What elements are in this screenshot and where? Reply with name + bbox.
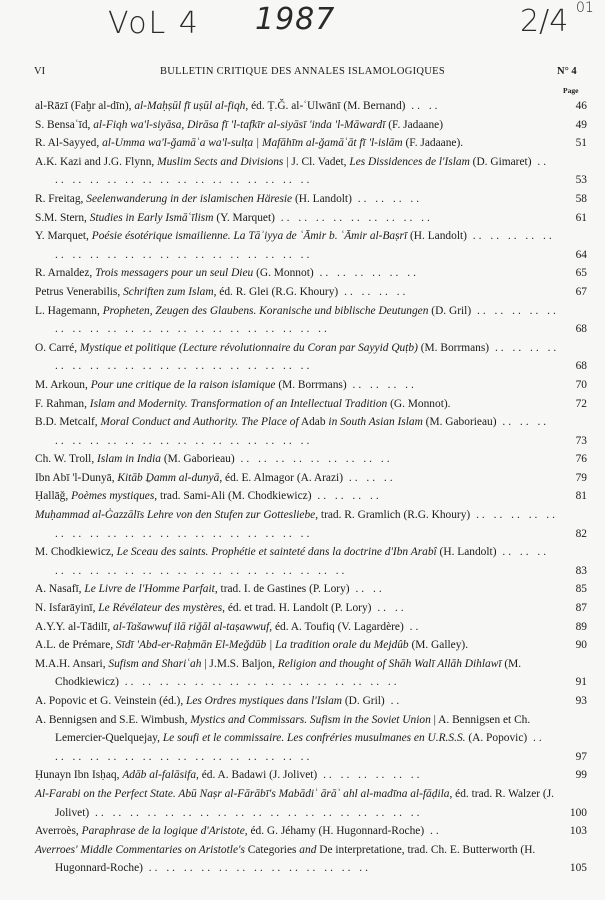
toc-entry: A. Bennigsen and S.E. Wimbush, Mystics and Commissars. Sufism in the Soviet Union | A. Bennigsen et Ch. Lemercier-Quelquejay, Le soufi et le commissaire. Les confréries musulmanes en U.R.S.S. (A. Popovic) .. .. .. .. .. .. .. .. .. .. .. .. .. .. .. .. 97 bbox=[35, 713, 587, 763]
entry-leader-dots: .. .. .. .. .. .. .. .. .. .. .. .. .. .. .. .. .. .. bbox=[55, 416, 550, 447]
entry-details-part2: (M. Chodkiewicz) bbox=[55, 657, 522, 689]
toc-entry: al-Rāzī (Faḫr al-dīn), al-Maḥṣūl fī uṣūl al-fiqh, éd. Ṭ.Ǧ. al-ʿUlwānī (M. Bernand) .. .. 46 bbox=[35, 100, 587, 112]
entry-title: Mystics and Commissars. Sufism in the Soviet Union bbox=[190, 713, 431, 726]
toc-entry: S. Bensaʿīd, al-Fiqh wa'l-siyāsa, Dirāsa fī 'l-tafkīr al-siyāsī 'inda 'l-Māwardī (F. Jadaane) 49 bbox=[35, 118, 587, 131]
toc-entry: A.L. de Prémare, Sīdī 'Abd-er-Raḥmān El-Meǧdūb | La tradition orale du Mejdûb (M. Galley). 90 bbox=[35, 639, 587, 652]
toc-entry: Y. Marquet, Poésie ésotérique ismailienne. La Tāʾiyya de ʿĀmir b. ʿĀmir al-Baṣrī (H. Landolt) .. .. .. .. .. .. .. .. .. .. .. .. .. .. .. .. .. .. .. .. 64 bbox=[35, 230, 587, 261]
entry-title: al-Umma wa'l-ǧamāʿa wa'l-sulṭa | Mafāhīm al-ǧamāʿāt fī 'l-islām bbox=[102, 137, 403, 150]
entry-leader-dots: .. .. .. .. .. .. .. .. .. .. .. .. .. .. .. .. .. .. .. bbox=[89, 806, 423, 819]
entry-leader-dots: .. .. .. .. bbox=[311, 490, 382, 503]
entry-title: Poésie ésotérique ismailienne. La Tāʾiyya de ʿĀmir b. ʿĀmir al-Baṣrī bbox=[91, 230, 408, 243]
entry-author: M. Arkoun, bbox=[35, 378, 91, 391]
entry-details: Categories bbox=[244, 843, 300, 856]
entry-details: (M. Borrmans) bbox=[275, 378, 347, 391]
entry-leader-dots: .. .. .. .. .. .. .. .. .. .. .. .. .. .. .. .. bbox=[118, 676, 400, 689]
entry-details-part2: (D. Gimaret) bbox=[469, 155, 532, 168]
entry-title: Sufism and Shariʿah bbox=[108, 657, 202, 670]
entry-details: | J.M.S. Baljon, bbox=[201, 657, 278, 670]
entry-title-part2: Les Dissidences de l'Islam bbox=[349, 155, 470, 168]
entry-title: Muslim Sects and Divisions bbox=[157, 155, 284, 168]
entry-title: Kitāb Ḏamm al-dunyā bbox=[117, 471, 220, 484]
entry-author: al-Rāzī (Faḫr al-dīn), bbox=[35, 100, 135, 112]
running-header bbox=[0, 66, 605, 82]
entry-leader-dots: .. .. .. .. .. .. bbox=[317, 769, 423, 782]
toc-entry: Muḥammad al-Ġazzālīs Lehre von den Stufen zur Gottesliebe, trad. R. Gramlich (R.G. Khoury) .. .. .. .. .. .. .. .. .. .. .. .. .. .. .. .. .. .. .. .. 82 bbox=[35, 509, 587, 540]
entry-leader-dots: .. .. .. .. .. .. .. .. .. .. .. .. .. bbox=[142, 862, 371, 875]
entry-leader-dots: .. bbox=[424, 825, 442, 838]
entry-details: , éd. Ṭ.Ǧ. al-ʿUlwānī (M. Bernand) bbox=[245, 100, 406, 112]
entry-author: Ibn Abī 'l-Dunyā, bbox=[35, 471, 118, 484]
entry-author: M. Chodkiewicz, bbox=[35, 546, 117, 559]
entry-details: (H. Landolt) bbox=[292, 192, 352, 205]
entry-title: al-Tašawwuf ilā riǧāl al-taṣawwuf bbox=[113, 620, 270, 633]
entry-details: (G. Monnot) bbox=[253, 267, 314, 280]
entry-leader-dots: .. .. .. bbox=[343, 471, 396, 484]
entry-details: (M. Gaborieau) bbox=[160, 453, 235, 466]
entry-author: Ch. W. Troll, bbox=[35, 453, 98, 466]
entry-title-part2: Religion and thought of Shāh Walī Allāh Dihlawī bbox=[277, 657, 502, 670]
entry-title: Adāb al-falāsifa bbox=[122, 769, 197, 782]
entry-author: Ḥunayn Ibn Isḥaq, bbox=[35, 769, 123, 782]
entry-leader-dots: .. .. .. .. .. .. .. .. .. bbox=[234, 453, 393, 466]
entry-author: B.D. Metcalf, bbox=[35, 416, 101, 429]
entry-title: Averroes' Middle Commentaries on Aristotle's bbox=[35, 843, 245, 856]
issue-number: N° 4 bbox=[557, 66, 577, 77]
entry-title: Les Ordres mystiques dans l'Islam bbox=[186, 695, 343, 707]
handwritten-corner-mark: 01 bbox=[576, 0, 594, 16]
table-of-contents bbox=[35, 97, 591, 878]
handwritten-fraction: 2/4 bbox=[520, 4, 569, 39]
entry-details: | J. Cl. Vadet, bbox=[283, 155, 350, 168]
toc-entry: L. Hagemann, Propheten, Zeugen des Glaubens. Koranische und biblische Deutungen (D. Gril) .. .. .. .. .. .. .. .. .. .. .. .. .. .. .. .. .. .. .. .. .. 68 bbox=[35, 304, 587, 336]
entry-leader-dots: .. .. .. .. bbox=[351, 192, 423, 205]
entry-leader-dots: .. .. .. .. bbox=[346, 378, 417, 391]
entry-title: Le Livre de l'Homme Parfait bbox=[84, 583, 215, 596]
entry-author: F. Rahman, bbox=[35, 397, 90, 410]
toc-entry: Averroès, Paraphrase de la logique d'Aristote, éd. G. Jéhamy (H. Hugonnard-Roche) .. 103 bbox=[35, 825, 587, 838]
entry-author: R. Al-Sayyed, bbox=[35, 137, 103, 150]
entry-author: Averroès, bbox=[35, 825, 82, 838]
entry-leader-dots: .. .. .. .. .. .. .. .. .. .. .. .. .. .. .. .. .. .. .. .. bbox=[55, 546, 550, 577]
entry-title: Sīdī 'Abd-er-Raḥmān El-Meǧdūb | La tradition orale du Mejdûb bbox=[115, 639, 409, 652]
entry-author: A. Nasafī, bbox=[35, 583, 85, 596]
entry-details: (D. Gril) bbox=[342, 695, 385, 707]
entry-details: (F. Jadaane). bbox=[402, 137, 464, 150]
entry-leader-dots: .. .. bbox=[349, 583, 385, 596]
entry-title: Schriften zum Islam bbox=[123, 285, 214, 298]
handwritten-year: 1987 bbox=[255, 2, 336, 37]
entry-author: A.L. de Prémare, bbox=[35, 639, 116, 652]
entry-details-part2: (M. Gaborieau) bbox=[422, 416, 497, 429]
toc-entry: O. Carré, Mystique et politique (Lecture révolutionnaire du Coran par Sayyid Quṭb) (M. Borrmans) .. .. .. .. .. .. .. .. .. .. .. .. .. .. .. .. .. .. .. 68 bbox=[35, 341, 587, 373]
toc-entry: S.M. Stern, Studies in Early Ismāʿīlism (Y. Marquet) .. .. .. .. .. .. .. .. .. 61 bbox=[35, 211, 587, 224]
entry-author: Petrus Venerabilis, bbox=[35, 285, 124, 298]
toc-entry: Ḥunayn Ibn Isḥaq, Adāb al-falāsifa, éd. A. Badawi (J. Jolivet) .. .. .. .. .. .. 99 bbox=[35, 769, 587, 782]
entry-leader-dots: .. .. bbox=[405, 100, 441, 112]
entry-title: al-Maḥṣūl fī uṣūl al-fiqh bbox=[134, 100, 246, 112]
entry-leader-dots: .. .. .. .. .. .. .. .. .. .. .. .. .. .. .. .. .. .. .. .. .. bbox=[55, 304, 559, 336]
toc-entry: R. Freitag, Seelenwanderung in der islamischen Häresie (H. Landolt) .. .. .. .. 58 bbox=[35, 192, 587, 205]
entry-title: Trois messagers pour un seul Dieu bbox=[95, 267, 254, 280]
entry-author: A. Bennigsen and S.E. Wimbush, bbox=[35, 713, 191, 726]
journal-title: BULLETIN CRITIQUE DES ANNALES ISLAMOLOGIQUES bbox=[159, 66, 445, 77]
entry-title: al-Fiqh wa'l-siyāsa, Dirāsa fī 'l-tafkīr al-siyāsī 'inda 'l-Māwardī bbox=[93, 118, 386, 131]
entry-author: A.K. Kazi and J.G. Flynn, bbox=[35, 155, 158, 168]
toc-entry: Petrus Venerabilis, Schriften zum Islam, éd. R. Glei (R.G. Khoury) .. .. .. .. 67 bbox=[35, 285, 587, 298]
entry-details: (G. Monnot). bbox=[387, 397, 451, 410]
entry-details-part2: (A. Popovic) bbox=[465, 732, 528, 745]
entry-details: (F. Jadaane) bbox=[385, 118, 444, 131]
entry-details: Adab bbox=[298, 416, 329, 429]
entry-details: (M. Galley). bbox=[408, 639, 469, 652]
entry-details: , éd. A. Badawi (J. Jolivet) bbox=[196, 769, 318, 782]
toc-entry: A.K. Kazi and J.G. Flynn, Muslim Sects and Divisions | J. Cl. Vadet, Les Dissidences de l'Islam (D. Gimaret) .. .. .. .. .. .. .. .. .. .. .. .. .. .. .. .. 53 bbox=[35, 155, 587, 187]
toc-entry: M. Chodkiewicz, Le Sceau des saints. Prophétie et sainteté dans la doctrine d'Ibn Arabî (H. Landolt) .. .. .. .. .. .. .. .. .. .. .. .. .. .. .. .. .. .. .. .. 83 bbox=[35, 546, 587, 577]
entry-author: A.Y.Y. al-Tādilī, bbox=[35, 620, 114, 633]
toc-entry: R. Arnaldez, Trois messagers pour un seul Dieu (G. Monnot) .. .. .. .. .. .. 65 bbox=[35, 267, 587, 280]
page-column-label: Page bbox=[563, 86, 579, 95]
entry-title: Studies in Early Ismāʿīlism bbox=[89, 211, 214, 224]
toc-entry: A.Y.Y. al-Tādilī, al-Tašawwuf ilā riǧāl al-taṣawwuf, éd. A. Toufiq (V. Lagardère) .. 89 bbox=[35, 620, 587, 633]
entry-leader-dots: .. .. .. .. .. .. .. .. .. .. .. .. .. .. .. .. bbox=[55, 732, 545, 763]
entry-leader-dots: .. .. .. .. .. .. .. .. .. bbox=[274, 211, 433, 224]
entry-author: R. Freitag, bbox=[35, 192, 87, 205]
entry-details: , éd. G. Jéhamy (H. Hugonnard-Roche) bbox=[244, 825, 425, 838]
entry-author: Ḥallāǧ, bbox=[35, 490, 72, 503]
handwritten-volume: VoL 4 bbox=[108, 6, 200, 41]
entry-details: , éd. R. Glei (R.G. Khoury) bbox=[213, 285, 339, 298]
entry-details: | A. Bennigsen et Ch. Lemercier-Quelquejay, bbox=[55, 713, 531, 745]
entry-title: Islam and Modernity. Transformation of an Intellectual Tradition bbox=[89, 397, 388, 410]
entry-title-part2: and bbox=[299, 843, 317, 856]
toc-entry: M. Arkoun, Pour une critique de la raison islamique (M. Borrmans) .. .. .. .. 70 bbox=[35, 378, 587, 391]
entry-details: , trad. Sami-Ali (M. Chodkiewicz) bbox=[154, 490, 312, 503]
toc-entry: Averroes' Middle Commentaries on Aristotle's Categories and De interpretatione, trad. Ch. E. Butterworth (H. Hugonnard-Roche) .. .. .. .. .. .. .. .. .. .. .. .. .. 105 bbox=[35, 843, 587, 875]
entry-title: Mystique et politique (Lecture révolutionnaire du Coran par Sayyid Quṭb) bbox=[79, 341, 418, 354]
toc-entry: Al-Farabi on the Perfect State. Abū Naṣr al-Fārābī's Mabādiʾ ārāʾ ahl al-madīna al-fāḍila, éd. trad. R. Walzer (J. Jolivet) .. .. .. .. .. .. .. .. .. .. .. .. .. .. .. .. .. .. .. 100 bbox=[35, 787, 587, 819]
entry-details: (Y. Marquet) bbox=[213, 211, 275, 224]
entry-leader-dots: .. .. .. .. .. .. bbox=[313, 267, 419, 280]
toc-entry: Ḥallāǧ, Poèmes mystiques, trad. Sami-Ali (M. Chodkiewicz) .. .. .. .. 81 bbox=[35, 490, 587, 503]
entry-author: A. Popovic et G. Veinstein (éd.), bbox=[35, 695, 187, 707]
entry-leader-dots: .. .. .. .. .. .. .. .. .. .. .. .. .. .. .. .. bbox=[55, 155, 550, 187]
toc-entry: A. Popovic et G. Veinstein (éd.), Les Ordres mystiques dans l'Islam (D. Gril) .. 93 bbox=[35, 695, 587, 707]
entry-details: , éd. E. Almagor (A. Arazi) bbox=[219, 471, 343, 484]
entry-author: S.M. Stern, bbox=[35, 211, 90, 224]
entry-title: Propheten, Zeugen des Glaubens. Koranische und biblische Deutungen bbox=[102, 304, 429, 317]
entry-title: Seelenwanderung in der islamischen Häresie bbox=[86, 192, 293, 205]
entry-title-part2: in South Asian Islam bbox=[328, 416, 423, 429]
toc-entry: M.A.H. Ansari, Sufism and Shariʿah | J.M.S. Baljon, Religion and thought of Shāh Walī Allāh Dihlawī (M. Chodkiewicz) .. .. .. .. .. .. .. .. .. .. .. .. .. .. .. .. 91 bbox=[35, 657, 587, 689]
entry-title: Paraphrase de la logique d'Aristote bbox=[81, 825, 245, 838]
entry-leader-dots: .. .. .. .. .. .. .. .. .. .. .. .. .. .. .. .. .. .. .. bbox=[55, 341, 560, 373]
toc-entry: Ibn Abī 'l-Dunyā, Kitāb Ḏamm al-dunyā, éd. E. Almagor (A. Arazi) .. .. .. 79 bbox=[35, 471, 587, 484]
entry-details: , trad. I. de Gastines (P. Lory) bbox=[214, 583, 350, 596]
entry-author: R. Arnaldez, bbox=[35, 267, 96, 280]
toc-entry: R. Al-Sayyed, al-Umma wa'l-ǧamāʿa wa'l-sulṭa | Mafāhīm al-ǧamāʿāt fī 'l-islām (F. Jadaane). 51 bbox=[35, 137, 587, 150]
entry-title: Le Sceau des saints. Prophétie et sainteté dans la doctrine d'Ibn Arabî bbox=[116, 546, 437, 559]
toc-entry: N. Isfarāyinī, Le Révélateur des mystères, éd. et trad. H. Landolt (P. Lory) .. .. 87 bbox=[35, 602, 587, 615]
entry-author: L. Hagemann, bbox=[35, 304, 103, 317]
toc-entry: B.D. Metcalf, Moral Conduct and Authority. The Place of Adab in South Asian Islam (M. Gaborieau) .. .. .. .. .. .. .. .. .. .. .. .. .. .. .. .. .. .. 73 bbox=[35, 416, 587, 447]
entry-author: N. Isfarāyinī, bbox=[35, 602, 99, 615]
entry-leader-dots: .. .. .. .. .. .. .. .. .. .. .. .. .. .. .. .. .. .. .. .. bbox=[55, 509, 558, 540]
entry-title: Poèmes mystiques bbox=[71, 490, 155, 503]
toc-entry: A. Nasafī, Le Livre de l'Homme Parfait, trad. I. de Gastines (P. Lory) .. .. 85 bbox=[35, 583, 587, 596]
entry-title: Le Révélateur des mystères bbox=[98, 602, 223, 615]
toc-entry: F. Rahman, Islam and Modernity. Transformation of an Intellectual Tradition (G. Monnot). 72 bbox=[35, 397, 587, 410]
page-roman-numeral: VI bbox=[34, 66, 46, 77]
toc-entry: Ch. W. Troll, Islam in India (M. Gaborieau) .. .. .. .. .. .. .. .. .. 76 bbox=[35, 453, 587, 466]
entry-title: Pour une critique de la raison islamique bbox=[90, 378, 276, 391]
entry-title: Islam in India bbox=[97, 453, 161, 466]
entry-leader-dots: .. .. .. .. bbox=[338, 285, 409, 298]
entry-details-part2: De interpretatione, trad. Ch. E. Butterworth (H. Hugonnard-Roche) bbox=[55, 843, 536, 875]
entry-author: S. Bensaʿīd, bbox=[35, 118, 94, 131]
entry-details: (M. Borrmans) bbox=[417, 341, 490, 354]
entry-leader-dots: .. .. .. .. .. .. .. .. .. .. .. .. .. .. .. .. .. .. .. .. bbox=[55, 230, 555, 261]
entry-details: , éd. A. Toufiq (V. Lagardère) bbox=[269, 620, 404, 633]
entry-title: Moral Conduct and Authority. The Place of bbox=[100, 416, 299, 429]
entry-title: Muḥammad al-Ġazzālīs Lehre von den Stufen zur Gottesliebe bbox=[35, 509, 316, 522]
entry-title: Al-Farabi on the Perfect State. Abū Naṣr al-Fārābī's Mabādiʾ ārāʾ ahl al-madīna al-fāḍila bbox=[35, 787, 450, 800]
entry-details: , éd. et trad. H. Landolt (P. Lory) bbox=[222, 602, 372, 615]
entry-leader-dots: .. bbox=[403, 620, 422, 633]
entry-leader-dots: .. bbox=[384, 695, 403, 707]
entry-details: (D. Gril) bbox=[428, 304, 472, 317]
entry-details: (H. Landolt) bbox=[407, 230, 467, 243]
entry-author: Y. Marquet, bbox=[35, 230, 92, 243]
entry-leader-dots: .. .. bbox=[371, 602, 407, 615]
entry-author: O. Carré, bbox=[35, 341, 80, 354]
entry-details: (H. Landolt) bbox=[436, 546, 497, 559]
entry-details: , trad. R. Gramlich (R.G. Khoury) bbox=[315, 509, 471, 522]
entry-author: M.A.H. Ansari, bbox=[35, 657, 109, 670]
entry-title-part2: Le soufi et le commissaire. Les confréries musulmanes en U.R.S.S. bbox=[162, 732, 466, 745]
entry-details: , éd. trad. R. Walzer (J. Jolivet) bbox=[55, 787, 554, 819]
